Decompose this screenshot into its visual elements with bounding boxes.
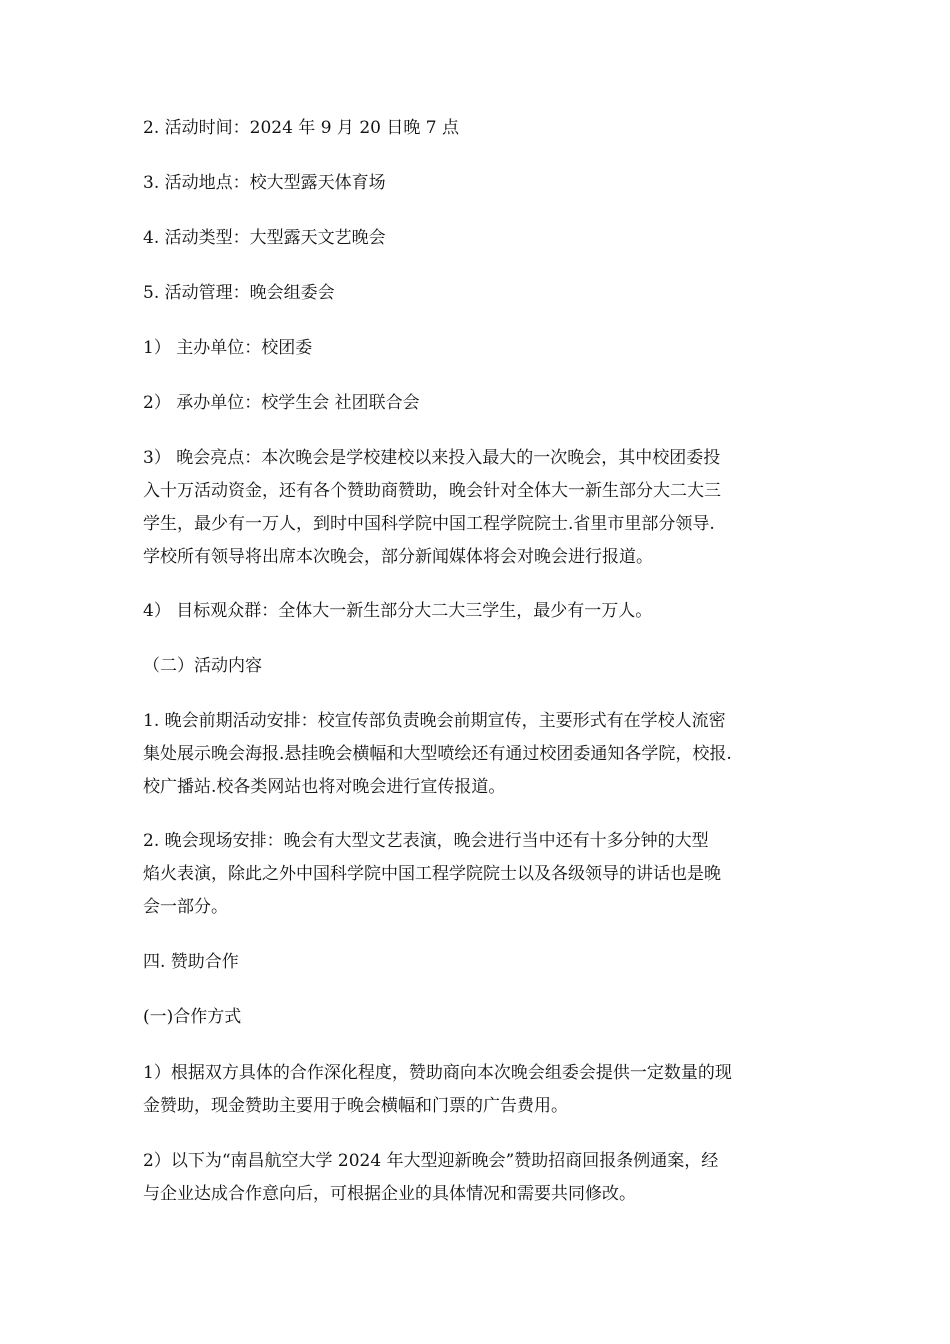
subsection-heading-cooperation-method (143, 1001, 813, 1034)
text-line: 2. 活动时间：2024 年 9 月 20 日晚 7 点 (143, 118, 459, 138)
text-line: 1） 主办单位：校团委 (143, 338, 313, 358)
item-target-audience (143, 595, 813, 628)
item-activity-type (143, 222, 813, 255)
item-activity-location (143, 167, 813, 200)
text-line: 学生，最少有一万人，到时中国科学院中国工程学院院士.省里市里部分领导. (143, 514, 715, 534)
text-line: 4. 活动类型：大型露天文艺晚会 (143, 228, 386, 248)
text-line: 2. 晚会现场安排：晚会有大型文艺表演，晚会进行当中还有十多分钟的大型 (143, 831, 709, 851)
text-line: 金赞助，现金赞助主要用于晚会横幅和门票的广告费用。 (143, 1096, 568, 1116)
item-activity-time (143, 112, 813, 145)
text-line: 3） 晚会亮点：本次晚会是学校建校以来投入最大的一次晚会，其中校团委投 (143, 448, 721, 468)
text-line: 4） 目标观众群：全体大一新生部分大二大三学生，最少有一万人。 (143, 601, 653, 621)
item-onsite-arrangement (143, 825, 813, 924)
text-line: （二）活动内容 (143, 656, 262, 676)
text-line: 集处展示晚会海报.悬挂晚会横幅和大型喷绘还有通过校团委通知各学院，校报. (143, 744, 732, 764)
item-sponsorship-terms (143, 1145, 813, 1211)
text-line: 焰火表演，除此之外中国科学院中国工程学院院士以及各级领导的讲话也是晚 (143, 864, 721, 884)
text-line: 学校所有领导将出席本次晚会，部分新闻媒体将会对晚会进行报道。 (143, 547, 653, 567)
text-line: 四. 赞助合作 (143, 952, 239, 972)
text-line: 2）以下为“南昌航空大学 2024 年大型迎新晚会”赞助招商回报条例通案，经 (143, 1151, 719, 1171)
item-cash-sponsorship (143, 1057, 813, 1123)
item-pre-event-arrangement (143, 705, 813, 804)
section-heading-sponsorship (143, 946, 813, 979)
text-line: 3. 活动地点：校大型露天体育场 (143, 173, 386, 193)
item-highlights (143, 442, 813, 574)
text-line: 2） 承办单位：校学生会 社团联合会 (143, 393, 420, 413)
item-activity-management (143, 277, 813, 310)
item-organizer (143, 332, 813, 365)
text-line: 1. 晚会前期活动安排：校宣传部负责晚会前期宣传，主要形式有在学校人流密 (143, 711, 726, 731)
text-line: 会一部分。 (143, 897, 228, 917)
text-line: 入十万活动资金，还有各个赞助商赞助，晚会针对全体大一新生部分大二大三 (143, 481, 721, 501)
text-line: 与企业达成合作意向后，可根据企业的具体情况和需要共同修改。 (143, 1184, 636, 1204)
text-line: (一)合作方式 (143, 1007, 242, 1027)
text-line: 1）根据双方具体的合作深化程度，赞助商向本次晚会组委会提供一定数量的现 (143, 1063, 732, 1083)
text-line: 校广播站.校各类网站也将对晚会进行宣传报道。 (143, 777, 506, 797)
text-line: 5. 活动管理：晚会组委会 (143, 283, 335, 303)
section-heading-activity-content (143, 650, 813, 683)
item-co-organizer (143, 387, 813, 420)
